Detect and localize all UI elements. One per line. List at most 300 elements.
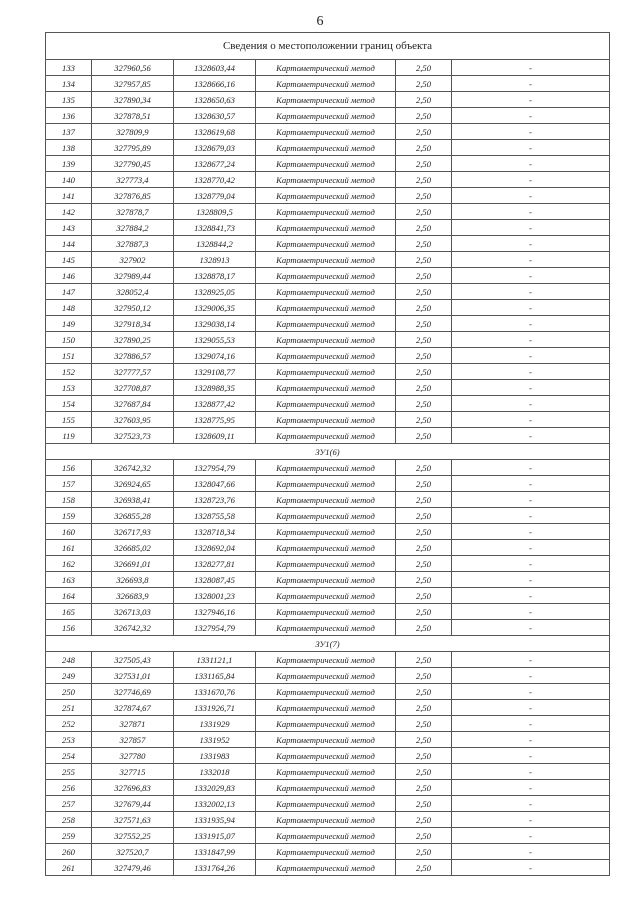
point-number-cell: 164 — [46, 588, 92, 604]
x-coordinate-cell: 327957,85 — [92, 76, 174, 92]
point-number-cell: 138 — [46, 140, 92, 156]
method-cell: Картометрический метод — [256, 332, 396, 348]
accuracy-cell: 2,50 — [396, 588, 452, 604]
note-cell: - — [452, 780, 610, 796]
y-coordinate-cell: 1331670,76 — [174, 684, 256, 700]
note-cell: - — [452, 700, 610, 716]
accuracy-cell: 2,50 — [396, 700, 452, 716]
method-cell: Картометрический метод — [256, 428, 396, 444]
table-row — [46, 380, 610, 396]
x-coordinate-cell: 327871 — [92, 716, 174, 732]
accuracy-cell: 2,50 — [396, 556, 452, 572]
y-coordinate-cell: 1327954,79 — [174, 460, 256, 476]
y-coordinate-cell: 1331764,26 — [174, 860, 256, 876]
y-coordinate-cell: 1328723,76 — [174, 492, 256, 508]
note-cell: - — [452, 844, 610, 860]
boundary-coordinates-table — [45, 32, 610, 876]
note-cell: - — [452, 412, 610, 428]
accuracy-cell: 2,50 — [396, 844, 452, 860]
y-coordinate-cell: 1331926,71 — [174, 700, 256, 716]
y-coordinate-cell: 1328913 — [174, 252, 256, 268]
point-number-cell: 156 — [46, 620, 92, 636]
note-cell: - — [452, 300, 610, 316]
method-cell: Картометрический метод — [256, 364, 396, 380]
y-coordinate-cell: 1331929 — [174, 716, 256, 732]
table-row — [46, 588, 610, 604]
note-cell: - — [452, 588, 610, 604]
point-number-cell: 152 — [46, 364, 92, 380]
table-row — [46, 140, 610, 156]
table-row — [46, 668, 610, 684]
point-number-cell: 143 — [46, 220, 92, 236]
note-cell: - — [452, 124, 610, 140]
table-row — [46, 60, 610, 76]
note-cell: - — [452, 76, 610, 92]
y-coordinate-cell: 1329074,16 — [174, 348, 256, 364]
point-number-cell: 137 — [46, 124, 92, 140]
table-row — [46, 508, 610, 524]
x-coordinate-cell: 326742,32 — [92, 620, 174, 636]
table-row — [46, 108, 610, 124]
note-cell: - — [452, 604, 610, 620]
x-coordinate-cell: 326717,93 — [92, 524, 174, 540]
x-coordinate-cell: 327874,67 — [92, 700, 174, 716]
point-number-cell: 256 — [46, 780, 92, 796]
note-cell: - — [452, 684, 610, 700]
method-cell: Картометрический метод — [256, 412, 396, 428]
table-row — [46, 524, 610, 540]
method-cell: Картометрический метод — [256, 268, 396, 284]
note-cell: - — [452, 556, 610, 572]
y-coordinate-cell: 1328877,42 — [174, 396, 256, 412]
method-cell: Картометрический метод — [256, 748, 396, 764]
x-coordinate-cell: 327715 — [92, 764, 174, 780]
x-coordinate-cell: 327523,73 — [92, 428, 174, 444]
note-cell: - — [452, 492, 610, 508]
accuracy-cell: 2,50 — [396, 716, 452, 732]
table-title-row — [46, 33, 610, 60]
note-cell: - — [452, 428, 610, 444]
point-number-cell: 153 — [46, 380, 92, 396]
accuracy-cell: 2,50 — [396, 652, 452, 668]
point-number-cell: 253 — [46, 732, 92, 748]
x-coordinate-cell: 327708,87 — [92, 380, 174, 396]
x-coordinate-cell: 327679,44 — [92, 796, 174, 812]
y-coordinate-cell: 1328925,05 — [174, 284, 256, 300]
point-number-cell: 157 — [46, 476, 92, 492]
table-row — [46, 748, 610, 764]
y-coordinate-cell: 1328988,35 — [174, 380, 256, 396]
accuracy-cell: 2,50 — [396, 220, 452, 236]
point-number-cell: 159 — [46, 508, 92, 524]
accuracy-cell: 2,50 — [396, 828, 452, 844]
y-coordinate-cell: 1327954,79 — [174, 620, 256, 636]
y-coordinate-cell: 1331952 — [174, 732, 256, 748]
y-coordinate-cell: 1328770,42 — [174, 172, 256, 188]
method-cell: Картометрический метод — [256, 540, 396, 556]
accuracy-cell: 2,50 — [396, 796, 452, 812]
point-number-cell: 258 — [46, 812, 92, 828]
point-number-cell: 156 — [46, 460, 92, 476]
point-number-cell: 249 — [46, 668, 92, 684]
x-coordinate-cell: 326685,02 — [92, 540, 174, 556]
x-coordinate-cell: 327887,3 — [92, 236, 174, 252]
accuracy-cell: 2,50 — [396, 188, 452, 204]
table-row — [46, 172, 610, 188]
x-coordinate-cell: 327890,34 — [92, 92, 174, 108]
point-number-cell: 251 — [46, 700, 92, 716]
accuracy-cell: 2,50 — [396, 412, 452, 428]
accuracy-cell: 2,50 — [396, 172, 452, 188]
y-coordinate-cell: 1328609,11 — [174, 428, 256, 444]
accuracy-cell: 2,50 — [396, 620, 452, 636]
x-coordinate-cell: 326855,28 — [92, 508, 174, 524]
y-coordinate-cell: 1331121,1 — [174, 652, 256, 668]
accuracy-cell: 2,50 — [396, 268, 452, 284]
note-cell: - — [452, 508, 610, 524]
note-cell: - — [452, 460, 610, 476]
accuracy-cell: 2,50 — [396, 764, 452, 780]
method-cell: Картометрический метод — [256, 796, 396, 812]
x-coordinate-cell: 326938,41 — [92, 492, 174, 508]
table-row — [46, 780, 610, 796]
method-cell: Картометрический метод — [256, 396, 396, 412]
note-cell: - — [452, 540, 610, 556]
table-row — [46, 156, 610, 172]
accuracy-cell: 2,50 — [396, 748, 452, 764]
accuracy-cell: 2,50 — [396, 252, 452, 268]
table-row — [46, 460, 610, 476]
method-cell: Картометрический метод — [256, 652, 396, 668]
table-row — [46, 620, 610, 636]
accuracy-cell: 2,50 — [396, 108, 452, 124]
accuracy-cell: 2,50 — [396, 476, 452, 492]
accuracy-cell: 2,50 — [396, 572, 452, 588]
section-header-row — [46, 444, 610, 460]
method-cell: Картометрический метод — [256, 140, 396, 156]
table-row — [46, 268, 610, 284]
table-row — [46, 716, 610, 732]
point-number-cell: 147 — [46, 284, 92, 300]
accuracy-cell: 2,50 — [396, 76, 452, 92]
y-coordinate-cell: 1328878,17 — [174, 268, 256, 284]
note-cell: - — [452, 380, 610, 396]
y-coordinate-cell: 1331935,94 — [174, 812, 256, 828]
method-cell: Картометрический метод — [256, 620, 396, 636]
y-coordinate-cell: 1328047,66 — [174, 476, 256, 492]
x-coordinate-cell: 327505,43 — [92, 652, 174, 668]
accuracy-cell: 2,50 — [396, 316, 452, 332]
y-coordinate-cell: 1328841,73 — [174, 220, 256, 236]
x-coordinate-cell: 327603,95 — [92, 412, 174, 428]
method-cell: Картометрический метод — [256, 348, 396, 364]
method-cell: Картометрический метод — [256, 252, 396, 268]
x-coordinate-cell: 327876,85 — [92, 188, 174, 204]
note-cell: - — [452, 172, 610, 188]
table-row — [46, 700, 610, 716]
point-number-cell: 119 — [46, 428, 92, 444]
x-coordinate-cell: 327918,34 — [92, 316, 174, 332]
y-coordinate-cell: 1328087,45 — [174, 572, 256, 588]
accuracy-cell: 2,50 — [396, 156, 452, 172]
point-number-cell: 151 — [46, 348, 92, 364]
accuracy-cell: 2,50 — [396, 604, 452, 620]
note-cell: - — [452, 188, 610, 204]
method-cell: Картометрический метод — [256, 236, 396, 252]
x-coordinate-cell: 327696,83 — [92, 780, 174, 796]
method-cell: Картометрический метод — [256, 588, 396, 604]
accuracy-cell: 2,50 — [396, 508, 452, 524]
note-cell: - — [452, 252, 610, 268]
table-row — [46, 860, 610, 876]
y-coordinate-cell: 1329038,14 — [174, 316, 256, 332]
table-row — [46, 76, 610, 92]
x-coordinate-cell: 327795,89 — [92, 140, 174, 156]
table-row — [46, 604, 610, 620]
note-cell: - — [452, 524, 610, 540]
point-number-cell: 140 — [46, 172, 92, 188]
y-coordinate-cell: 1328775,95 — [174, 412, 256, 428]
method-cell: Картометрический метод — [256, 76, 396, 92]
note-cell: - — [452, 364, 610, 380]
method-cell: Картометрический метод — [256, 780, 396, 796]
method-cell: Картометрический метод — [256, 204, 396, 220]
accuracy-cell: 2,50 — [396, 332, 452, 348]
method-cell: Картометрический метод — [256, 284, 396, 300]
table-row — [46, 92, 610, 108]
point-number-cell: 142 — [46, 204, 92, 220]
point-number-cell: 250 — [46, 684, 92, 700]
point-number-cell: 154 — [46, 396, 92, 412]
point-number-cell: 144 — [46, 236, 92, 252]
x-coordinate-cell: 327878,7 — [92, 204, 174, 220]
y-coordinate-cell: 1332018 — [174, 764, 256, 780]
point-number-cell: 260 — [46, 844, 92, 860]
y-coordinate-cell: 1332029,83 — [174, 780, 256, 796]
accuracy-cell: 2,50 — [396, 92, 452, 108]
method-cell: Картометрический метод — [256, 380, 396, 396]
accuracy-cell: 2,50 — [396, 60, 452, 76]
accuracy-cell: 2,50 — [396, 140, 452, 156]
method-cell: Картометрический метод — [256, 108, 396, 124]
table-row — [46, 412, 610, 428]
note-cell: - — [452, 716, 610, 732]
method-cell: Картометрический метод — [256, 460, 396, 476]
accuracy-cell: 2,50 — [396, 812, 452, 828]
point-number-cell: 252 — [46, 716, 92, 732]
x-coordinate-cell: 327571,63 — [92, 812, 174, 828]
note-cell: - — [452, 316, 610, 332]
accuracy-cell: 2,50 — [396, 428, 452, 444]
method-cell: Картометрический метод — [256, 156, 396, 172]
x-coordinate-cell: 327780 — [92, 748, 174, 764]
method-cell: Картометрический метод — [256, 556, 396, 572]
method-cell: Картометрический метод — [256, 172, 396, 188]
y-coordinate-cell: 1329006,35 — [174, 300, 256, 316]
method-cell: Картометрический метод — [256, 508, 396, 524]
note-cell: - — [452, 732, 610, 748]
table-row — [46, 124, 610, 140]
point-number-cell: 136 — [46, 108, 92, 124]
x-coordinate-cell: 327531,01 — [92, 668, 174, 684]
method-cell: Картометрический метод — [256, 764, 396, 780]
table-row — [46, 284, 610, 300]
point-number-cell: 248 — [46, 652, 92, 668]
note-cell: - — [452, 668, 610, 684]
note-cell: - — [452, 476, 610, 492]
y-coordinate-cell: 1328650,63 — [174, 92, 256, 108]
table-row — [46, 252, 610, 268]
note-cell: - — [452, 92, 610, 108]
y-coordinate-cell: 1331915,07 — [174, 828, 256, 844]
x-coordinate-cell: 327902 — [92, 252, 174, 268]
table-row — [46, 316, 610, 332]
accuracy-cell: 2,50 — [396, 348, 452, 364]
note-cell: - — [452, 140, 610, 156]
x-coordinate-cell: 326683,9 — [92, 588, 174, 604]
y-coordinate-cell: 1328677,24 — [174, 156, 256, 172]
accuracy-cell: 2,50 — [396, 236, 452, 252]
x-coordinate-cell: 327886,57 — [92, 348, 174, 364]
point-number-cell: 150 — [46, 332, 92, 348]
table-row — [46, 204, 610, 220]
x-coordinate-cell: 326691,01 — [92, 556, 174, 572]
note-cell: - — [452, 204, 610, 220]
point-number-cell: 259 — [46, 828, 92, 844]
table-row — [46, 476, 610, 492]
note-cell: - — [452, 812, 610, 828]
method-cell: Картометрический метод — [256, 124, 396, 140]
accuracy-cell: 2,50 — [396, 204, 452, 220]
point-number-cell: 135 — [46, 92, 92, 108]
point-number-cell: 133 — [46, 60, 92, 76]
method-cell: Картометрический метод — [256, 716, 396, 732]
note-cell: - — [452, 156, 610, 172]
point-number-cell: 141 — [46, 188, 92, 204]
y-coordinate-cell: 1328679,03 — [174, 140, 256, 156]
y-coordinate-cell: 1328619,68 — [174, 124, 256, 140]
method-cell: Картометрический метод — [256, 524, 396, 540]
note-cell: - — [452, 764, 610, 780]
table-row — [46, 764, 610, 780]
table-row — [46, 844, 610, 860]
accuracy-cell: 2,50 — [396, 396, 452, 412]
note-cell: - — [452, 236, 610, 252]
section-header-row — [46, 636, 610, 652]
x-coordinate-cell: 327950,12 — [92, 300, 174, 316]
y-coordinate-cell: 1327946,16 — [174, 604, 256, 620]
method-cell: Картометрический метод — [256, 812, 396, 828]
point-number-cell: 161 — [46, 540, 92, 556]
table-row — [46, 332, 610, 348]
method-cell: Картометрический метод — [256, 316, 396, 332]
page-number: 6 — [316, 14, 324, 29]
point-number-cell: 145 — [46, 252, 92, 268]
y-coordinate-cell: 1328809,5 — [174, 204, 256, 220]
y-coordinate-cell: 1328692,04 — [174, 540, 256, 556]
y-coordinate-cell: 1331165,84 — [174, 668, 256, 684]
y-coordinate-cell: 1328755,58 — [174, 508, 256, 524]
method-cell: Картометрический метод — [256, 860, 396, 876]
method-cell: Картометрический метод — [256, 492, 396, 508]
x-coordinate-cell: 327790,45 — [92, 156, 174, 172]
x-coordinate-cell: 327552,25 — [92, 828, 174, 844]
point-number-cell: 155 — [46, 412, 92, 428]
note-cell: - — [452, 572, 610, 588]
method-cell: Картометрический метод — [256, 604, 396, 620]
y-coordinate-cell: 1328603,44 — [174, 60, 256, 76]
note-cell: - — [452, 828, 610, 844]
note-cell: - — [452, 396, 610, 412]
table-row — [46, 188, 610, 204]
x-coordinate-cell: 327857 — [92, 732, 174, 748]
method-cell: Картометрический метод — [256, 220, 396, 236]
y-coordinate-cell: 1331983 — [174, 748, 256, 764]
method-cell: Картометрический метод — [256, 668, 396, 684]
y-coordinate-cell: 1328666,16 — [174, 76, 256, 92]
method-cell: Картометрический метод — [256, 92, 396, 108]
accuracy-cell: 2,50 — [396, 732, 452, 748]
table-row — [46, 220, 610, 236]
y-coordinate-cell: 1328779,04 — [174, 188, 256, 204]
section-header: ЗУ1(7) — [46, 636, 610, 652]
method-cell: Картометрический метод — [256, 828, 396, 844]
point-number-cell: 148 — [46, 300, 92, 316]
accuracy-cell: 2,50 — [396, 492, 452, 508]
table-row — [46, 236, 610, 252]
point-number-cell: 254 — [46, 748, 92, 764]
accuracy-cell: 2,50 — [396, 124, 452, 140]
table-row — [46, 364, 610, 380]
method-cell: Картометрический метод — [256, 60, 396, 76]
x-coordinate-cell: 327809,9 — [92, 124, 174, 140]
point-number-cell: 134 — [46, 76, 92, 92]
x-coordinate-cell: 327773,4 — [92, 172, 174, 188]
y-coordinate-cell: 1328277,81 — [174, 556, 256, 572]
point-number-cell: 158 — [46, 492, 92, 508]
note-cell: - — [452, 860, 610, 876]
x-coordinate-cell: 327520,7 — [92, 844, 174, 860]
point-number-cell: 162 — [46, 556, 92, 572]
accuracy-cell: 2,50 — [396, 860, 452, 876]
y-coordinate-cell: 1329055,53 — [174, 332, 256, 348]
method-cell: Картометрический метод — [256, 188, 396, 204]
point-number-cell: 160 — [46, 524, 92, 540]
y-coordinate-cell: 1328718,34 — [174, 524, 256, 540]
point-number-cell: 255 — [46, 764, 92, 780]
table-row — [46, 732, 610, 748]
accuracy-cell: 2,50 — [396, 364, 452, 380]
note-cell: - — [452, 796, 610, 812]
accuracy-cell: 2,50 — [396, 540, 452, 556]
section-header: ЗУ1(6) — [46, 444, 610, 460]
method-cell: Картометрический метод — [256, 476, 396, 492]
accuracy-cell: 2,50 — [396, 460, 452, 476]
table-row — [46, 300, 610, 316]
x-coordinate-cell: 327479,46 — [92, 860, 174, 876]
note-cell: - — [452, 284, 610, 300]
note-cell: - — [452, 220, 610, 236]
note-cell: - — [452, 748, 610, 764]
y-coordinate-cell: 1329108,77 — [174, 364, 256, 380]
method-cell: Картометрический метод — [256, 700, 396, 716]
accuracy-cell: 2,50 — [396, 684, 452, 700]
note-cell: - — [452, 108, 610, 124]
y-coordinate-cell: 1331847,99 — [174, 844, 256, 860]
point-number-cell: 163 — [46, 572, 92, 588]
note-cell: - — [452, 60, 610, 76]
note-cell: - — [452, 332, 610, 348]
